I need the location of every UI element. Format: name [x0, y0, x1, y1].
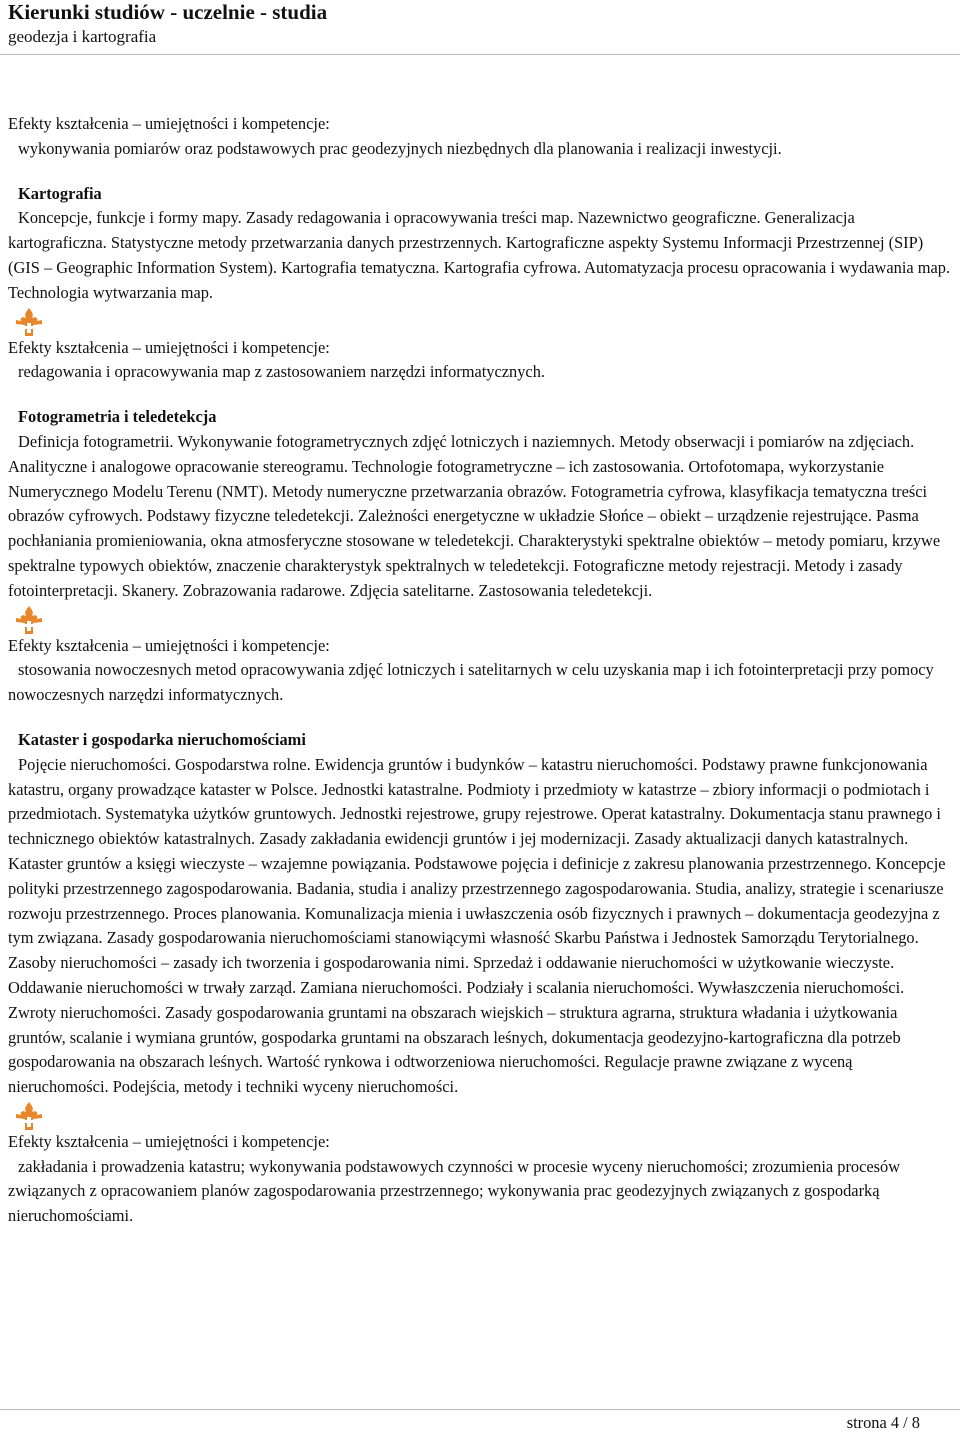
course-description: Koncepcje, funkcje i formy mapy. Zasady redagowania i opracowywania treści map. Nazewnictwo geograficzne. Generalizacja kartograficzna. Statystyczne metody przetwarzania danych przestrzennych. Kartograficzne aspekty Systemu Informacji Przestrzennej (SIP) (GIS – Geographic Information System). Kartografia tematyczna. Kartografia cyfrowa. Automatyzacja procesu opracowania i wydawania map. Technologia wytwarzania map. — [8, 208, 951, 302]
outcome-text: stosowania nowoczesnych metod opracowywania zdjęć lotniczych i satelitarnych w celu uzyskania map i ich fotointerpretacji przy pomocy nowoczesnych narzędzi informatycznych. — [8, 660, 934, 705]
site-title: Kierunki studiów - uczelnie - studia — [8, 0, 328, 24]
course-title: Fotogrametria i teledetekcja — [18, 407, 217, 427]
document-body — [8, 112, 956, 1229]
course-title: Kataster i gospodarka nieruchomościami — [18, 729, 306, 749]
course-section — [8, 405, 956, 603]
flame-figure-icon — [12, 307, 46, 337]
page-subtitle: geodezja i kartografia — [8, 27, 157, 46]
learning-outcome — [8, 1100, 956, 1229]
course-section — [8, 182, 956, 306]
outcome-label: Efekty kształcenia – umiejętności i kompetencje: — [8, 635, 330, 655]
course-title: Kartografia — [18, 183, 102, 203]
learning-outcome — [8, 604, 956, 708]
page-header — [8, 0, 952, 48]
course-description: Definicja fotogrametrii. Wykonywanie fotogrametrycznych zdjęć lotniczych i naziemnych. Metody obserwacji i pomiarów na zdjęciach. Analityczne i analogowe opracowanie stereogramu. Technologie fotogrametryczne – ich zastosowania. Ortofotomapa, wykorzystanie Numerycznego Modelu Terenu (NMT). Metody numeryczne przetwarzania obrazów. Fotogrametria cyfrowa, klasyfikacja tematyczna treści obrazów cyfrowych. Podstawy fizyczne teledetekcji. Zależności energetyczne w układzie Słońce – obiekt – urządzenie rejestrujące. Pasma pochłaniania promieniowania, okna atmosferyczne stosowane w teledetekcji. Charakterystyki spektralne obiektów – metody pomiaru, krzywe spektralne typowych obiektów, znaczenie charakterystyk spektralnych w teledetekcji. Fotograficzne metody rejestracji. Metody i zasady fotointerpretacji. Skanery. Zobrazowania radarowe. Zdjęcia satelitarne. Zastosowania teledetekcji. — [8, 431, 941, 600]
page-number: strona 4 / 8 — [846, 1413, 920, 1432]
flame-figure-icon — [12, 1101, 46, 1131]
header-divider — [0, 54, 960, 55]
outcome-text: zakładania i prowadzenia katastru; wykonywania podstawowych czynności w procesie wyceny nieruchomości; zrozumienia procesów związanych z opracowaniem planów zagospodarowania przestrzennego; wykonywania prac geodezyjnych związanych z gospodarką nieruchomościami. — [8, 1156, 901, 1226]
outcome-label: Efekty kształcenia – umiejętności i kompetencje: — [8, 114, 330, 133]
outcome-label: Efekty kształcenia – umiejętności i kompetencje: — [8, 337, 330, 357]
footer-divider — [0, 1409, 960, 1410]
outcome-text: redagowania i opracowywania map z zastosowaniem narzędzi informatycznych. — [18, 362, 546, 382]
learning-outcome — [8, 112, 956, 162]
course-description: Pojęcie nieruchomości. Gospodarstwa rolne. Ewidencja gruntów i budynków – katastru nieruchomości. Podstawy prawne funkcjonowania katastru, organy prowadzące kataster w Polsce. Jednostki katastralne. Podmioty i przedmioty w katastrze – zbiory informacji o podmiotach i przedmiotach. Systematyka użytków gruntowych. Jednostki rejestrowe, grupy rejestrowe. Operat katastralny. Dokumentacja stanu prawnego i technicznego obiektów katastralnych. Zasady zakładania ewidencji gruntów i jej modernizacji. Zasady aktualizacji danych katastralnych. Kataster gruntów a księgi wieczyste – wzajemne powiązania. Podstawowe pojęcia i definicje z zakresu planowania przestrzennego. Koncepcje polityki przestrzennego zagospodarowania. Badania, studia i analizy przestrzennego zagospodarowania. Studia, analizy, strategie i scenariusze rozwoju przestrzennego. Proces planowania. Komunalizacja mienia i uwłaszczenia osób fizycznych i prawnych – dokumentacja geodezyjna z tym związana. Zasady gospodarowania nieruchomościami stanowiącymi własność Skarbu Państwa i Jednostek Samorządu Terytorialnego. Zasoby nieruchomości – zasady ich tworzenia i gospodarowania nimi. Sprzedaż i oddawanie nieruchomości w użytkowanie wieczyste. Oddawanie nieruchomości w trwały zarząd. Zamiana nieruchomości. Podziały i scalania nieruchomości. Wywłaszczenia nieruchomości. Zwroty nieruchomości. Zasady gospodarowania gruntami na obszarach wiejskich – struktura agrarna, struktura władania i użytkowania gruntów, scalanie i wymiana gruntów, gospodarka gruntami na obszarach leśnych, dokumentacja geodezyjno-kartograficzna dla potrzeb gospodarowania na obszarach leśnych. Wartość rynkowa i odtworzeniowa nieruchomości. Regulacje prawne związane z wyceną nieruchomości. Podejścia, metody i techniki wyceny nieruchomości. — [8, 754, 946, 1097]
learning-outcome — [8, 306, 956, 386]
outcome-label: Efekty kształcenia – umiejętności i kompetencje: — [8, 1131, 330, 1151]
flame-figure-icon — [12, 605, 46, 635]
outcome-text: wykonywania pomiarów oraz podstawowych prac geodezyjnych niezbędnych dla planowania i realizacji inwestycji. — [18, 138, 782, 158]
course-section — [8, 728, 956, 1100]
